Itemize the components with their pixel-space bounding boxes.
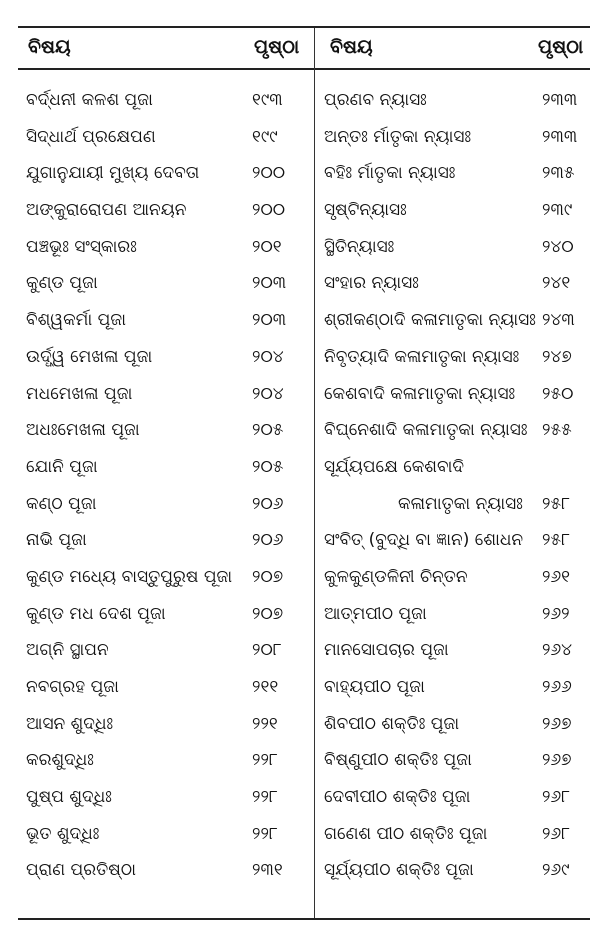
right-page-number: ୨୫୮ <box>542 530 570 551</box>
right-subject: ବିଷ୍ଣୁପୀଠ ଶକ୍ତିଃ ପୂଜା <box>324 750 472 771</box>
right-subject: ଅନ୍ତଃ ର୍ମାତୃକା ନ୍ୟାସଃ <box>324 126 472 147</box>
table-row <box>18 559 590 596</box>
right-subject: କେଶବାଦି କଳାମାତୃକା ନ୍ୟାସଃ <box>324 383 516 404</box>
left-page-header: ପୃଷ୍ଠା <box>254 36 300 58</box>
contents-table <box>18 26 590 920</box>
left-page-number: ୨୦୦ <box>252 200 286 221</box>
table-row <box>18 852 590 889</box>
left-subject: ନାଭି ପୂଜା <box>26 530 87 551</box>
right-page-number: ୨୩୩ <box>542 126 578 147</box>
table-row <box>18 449 590 486</box>
right-subject: ସଂହାର ନ୍ୟାସଃ <box>324 273 419 294</box>
table-row <box>18 302 590 339</box>
right-page-number: ୨୩୯ <box>542 200 573 221</box>
right-subject: ସ୍ଥିତିନ୍ୟାସଃ <box>324 236 395 257</box>
right-subject: ପ୍ରଣବ ନ୍ୟାସଃ <box>324 90 427 110</box>
left-page-number: ୨୨୮ <box>252 787 278 808</box>
right-page-number: ୨୬୪ <box>542 640 573 661</box>
left-subject: କରଶୁଦ୍ଧିଃ <box>26 750 94 771</box>
left-page-number: ୧୯୯ <box>252 126 278 147</box>
table-row <box>18 742 590 779</box>
left-subject: ପ୍ରାଣ ପ୍ରତିଷ୍ଠା <box>26 860 136 881</box>
right-subject: ଗଣେଶ ପୀଠ ଶକ୍ତିଃ ପୂଜା <box>324 823 488 844</box>
table-row <box>18 155 590 192</box>
left-subject: ଭୂତ ଶୁଦ୍ଧିଃ <box>26 823 100 844</box>
left-page-number: ୨୦୮ <box>252 640 282 661</box>
left-page-number: ୨୦୦ <box>252 163 286 184</box>
right-subject: ସୃଷ୍ଟିନ୍ୟାସଃ <box>324 200 407 221</box>
right-subject: ବହିଃ ର୍ମାତୃକା ନ୍ୟାସଃ <box>324 163 456 184</box>
table-row <box>18 412 590 449</box>
right-page-number: ୨୫୮ <box>542 493 570 514</box>
right-page-number: ୨୩୫ <box>542 163 575 184</box>
right-page-number: ୨୪୩ <box>542 310 575 331</box>
left-page-number: ୨୦୭ <box>252 566 284 587</box>
left-page-number: ୨୧୧ <box>252 677 279 697</box>
right-subject: ଶ୍ରୀକଣ୍ଠାଦି କଳାମାତୃକା ନ୍ୟାସଃ <box>324 310 536 331</box>
left-page-number: ୨୦୫ <box>252 420 284 441</box>
table-row <box>18 339 590 376</box>
right-page-number: ୨୬୮ <box>542 823 571 844</box>
right-page-number: ୨୩୩ <box>542 90 578 110</box>
table-row <box>18 82 590 119</box>
right-page-number: ୨୫୫ <box>542 420 572 441</box>
right-page-number: ୨୫୦ <box>542 383 574 404</box>
left-page-number: ୨୩୧ <box>252 860 283 881</box>
right-subject: ବିଘ୍ନେଶାଦି କଳାମାତୃକା ନ୍ୟାସଃ <box>324 420 528 441</box>
right-subject: ଶିବପୀଠ ଶକ୍ତିଃ ପୂଜା <box>324 713 460 734</box>
right-subject: ଦେବୀପୀଠ ଶକ୍ତିଃ ପୂଜା <box>324 787 471 808</box>
table-row <box>18 192 590 229</box>
left-subject: ଅଗ୍ନି ସ୍ଥାପନ <box>26 640 109 661</box>
right-page-number: ୨୬୨ <box>542 603 570 624</box>
right-page-number: ୨୬୭ <box>542 713 572 734</box>
left-page-number: ୨୦୩ <box>252 310 287 331</box>
right-subject: ନିବୃତ୍ୟାଦି କଳାମାତୃକା ନ୍ୟାସଃ <box>324 346 520 367</box>
left-page-number: ୨୨୧ <box>252 713 278 734</box>
left-page-number: ୨୦୩ <box>252 273 287 294</box>
right-page-header: ପୃଷ୍ଠା <box>538 36 584 58</box>
table-row <box>18 632 590 669</box>
right-subject: ବାହ୍ୟପୀଠ ପୂଜା <box>324 677 425 697</box>
right-subject: କଳାମାତୃକା ନ୍ୟାସଃ <box>398 493 523 514</box>
left-subject: ମଧମେଖଳା ପୂଜା <box>26 383 133 404</box>
right-subject: ଆତ୍ମପୀଠ ପୂଜା <box>324 603 427 624</box>
table-row <box>18 265 590 302</box>
left-page-number: ୧୯୩ <box>252 90 283 110</box>
left-subject: ନବଗ୍ରହ ପୂଜା <box>26 677 119 697</box>
left-page-number: ୨୨୮ <box>252 750 278 771</box>
left-page-number: ୨୨୮ <box>252 823 278 844</box>
left-subject: ଆସନ ଶୁଦ୍ଧିଃ <box>26 713 114 734</box>
right-page-number: ୨୬୯ <box>542 860 570 881</box>
left-subject: ପୁଷ୍ପ ଶୁଦ୍ଧିଃ <box>26 787 112 808</box>
left-page-number: ୨୦୬ <box>252 530 284 551</box>
table-row <box>18 596 590 633</box>
right-subject-header: ବିଷୟ <box>330 36 373 58</box>
left-subject-header: ବିଷୟ <box>28 36 71 58</box>
left-subject: କୁଣ୍ଡ ମଧ ଦେଶ ପୂଜା <box>26 603 166 624</box>
left-subject: ପଞ୍ଚଭୂଃ ସଂସ୍କାରଃ <box>26 236 137 257</box>
left-page-number: ୨୦୭ <box>252 603 284 624</box>
left-subject: ଯୁଗାନୁଯାୟୀ ମୁଖ୍ୟ ଦେବତା <box>26 163 200 184</box>
left-subject: କଣ୍ଠ ପୂଜା <box>26 493 97 514</box>
left-subject: ଯୋନି ପୂଜା <box>26 456 98 477</box>
table-row <box>18 119 590 156</box>
right-subject: ସୂର୍ଯ୍ୟପୀଠ ଶକ୍ତିଃ ପୂଜା <box>324 860 474 881</box>
left-subject: କୁଣ୍ଡ ପୂଜା <box>26 273 98 294</box>
right-subject: ସୂର୍ଯ୍ୟପକ୍ଷେ କେଶବାଦି <box>324 456 465 477</box>
right-page-number: ୨୬୬ <box>542 677 572 697</box>
right-page-number: ୨୬୭ <box>542 750 572 771</box>
contents-rows <box>18 82 590 889</box>
table-row <box>18 229 590 266</box>
header-rule <box>18 68 590 70</box>
left-subject: ବର୍ଦ୍ଧନୀ କଳଶ ପୂଜା <box>26 90 153 110</box>
left-page-number: ୨୦୪ <box>252 346 284 367</box>
left-subject: ସିଦ୍ଧାର୍ଥ ପ୍ରକ୍ଷେପଣ <box>26 126 156 147</box>
table-row <box>18 779 590 816</box>
left-subject: କୁଣ୍ଡ ମଧ୍ୟେ ବାସ୍ତୁପୁରୁଷ ପୂଜା <box>26 566 233 587</box>
left-page-number: ୨୦୪ <box>252 383 284 404</box>
right-page-number: ୨୪୭ <box>542 346 572 367</box>
left-subject: ଅଧଃମେଖଳା ପୂଜା <box>26 420 140 441</box>
left-subject: ବିଶ୍ୱକର୍ମା ପୂଜା <box>26 310 126 331</box>
left-subject: ଉର୍ଦ୍ଧ୍ୱ ମେଖଳା ପୂଜା <box>26 346 153 367</box>
left-page-number: ୨୦୫ <box>252 456 284 477</box>
right-subject: କୁଳକୁଣ୍ଡଳିନୀ ଚିନ୍ତନ <box>324 566 468 587</box>
right-subject: ସଂବିତ୍ (ବୁଦ୍ଧି ବା ଜ୍ଞାନ) ଶୋଧନ <box>324 530 524 551</box>
table-row <box>18 816 590 853</box>
table-row <box>18 376 590 413</box>
right-page-number: ୨୬୧ <box>542 566 570 587</box>
left-page-number: ୨୦୬ <box>252 493 284 514</box>
table-row <box>18 669 590 706</box>
table-row <box>18 706 590 743</box>
left-subject: ଅଙ୍କୁରାରୋପଣ ଆନୟନ <box>26 200 187 221</box>
table-row <box>18 486 590 523</box>
left-page-number: ୨୦୧ <box>252 236 282 257</box>
right-page-number: ୨୬୮ <box>542 787 571 808</box>
right-page-number: ୨୪୦ <box>542 236 574 257</box>
right-page-number: ୨୪୧ <box>542 273 571 294</box>
table-row <box>18 522 590 559</box>
right-subject: ମାନସୋପଚାର ପୂଜା <box>324 640 449 661</box>
